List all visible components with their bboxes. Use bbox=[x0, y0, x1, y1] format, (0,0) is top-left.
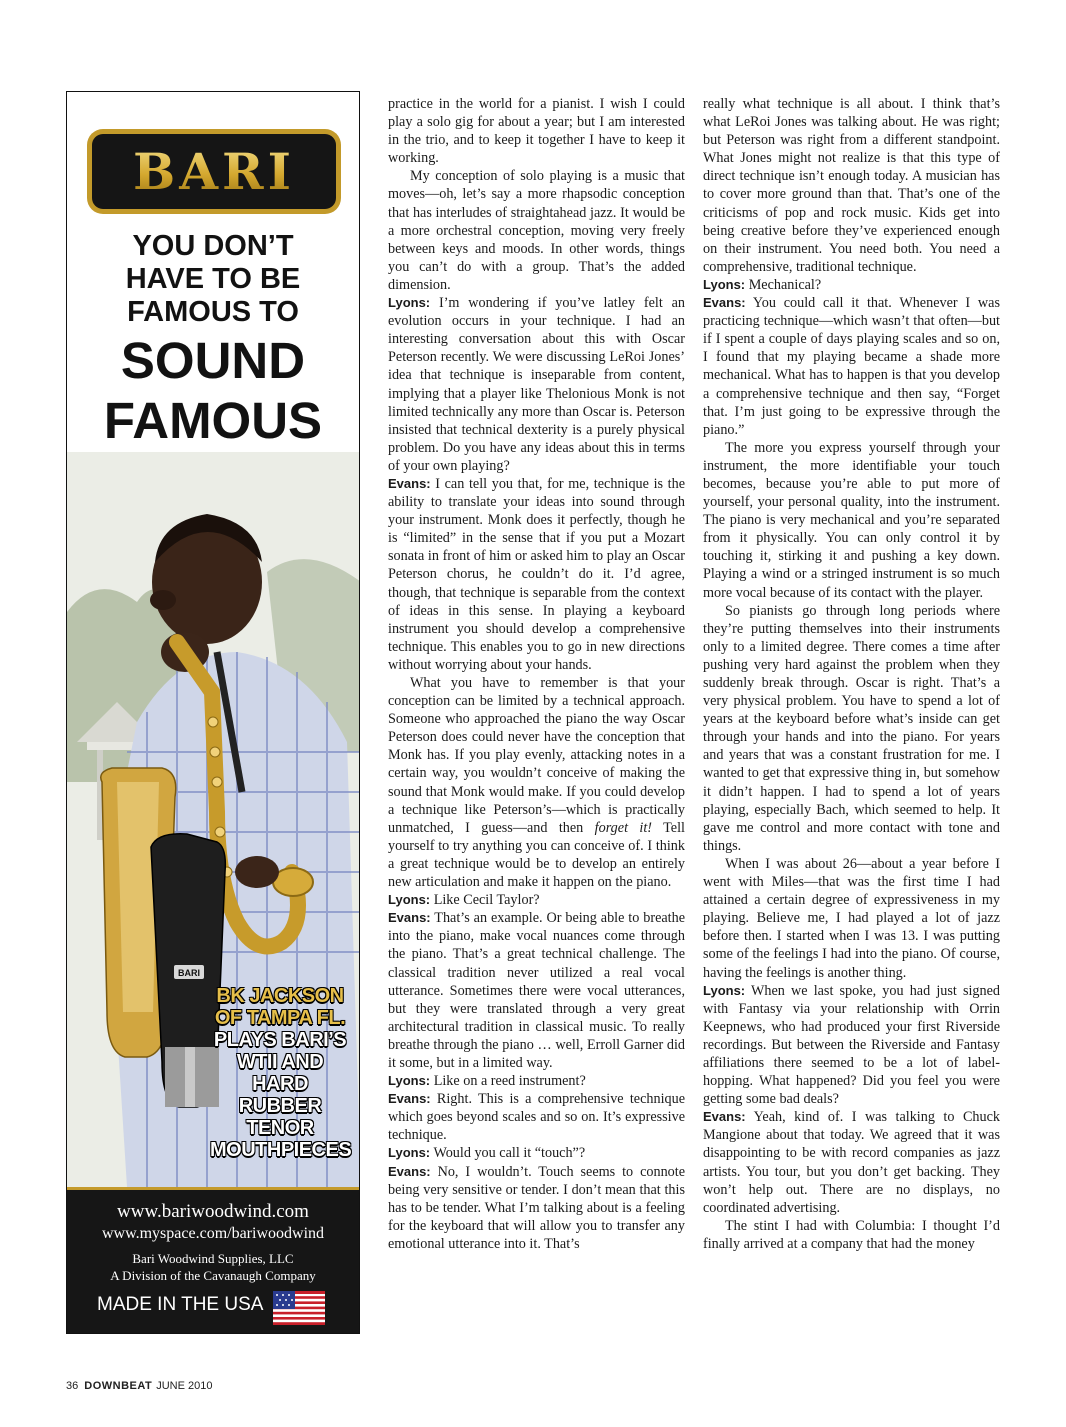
speaker-label: Evans: bbox=[703, 295, 746, 311]
magazine-name: DOWNBEAT bbox=[84, 1380, 153, 1392]
paragraph-text: When I was about 26—about a year before I went with Miles—that was the first time I had attained a certain degree of expressiveness in my playing. Believe me, I had played a lot of jazz before then. I started when I was 13. I was putting some of the feelings I had into the piano. Of course, having the feelings is another thing. bbox=[703, 855, 1000, 981]
speaker-label: Lyons: bbox=[388, 295, 431, 311]
paragraph-text: I can tell you that, for me, technique is the ability to translate your ideas into sound through your instrument. Monk does it perfectly, though he is “limited” in the sense that if you put a Mozart sonata in front of him or asked him to play an Oscar Peterson chorus, he couldn’t do it. I’d agree, though, that technique is separable from the context of ideas in this sense. In playing a keyboard instrument you should develop a comprehensive technique. This enables you to go in new directions without worrying about your hands. bbox=[388, 475, 685, 673]
paragraph-text: No, I wouldn’t. Touch seems to connote being very sensitive or tender. I don’t mean that this has to be tender. What I’m talking about is a feeling for the keyboard that will allow you to transfer any emotional utterance into it. That’s bbox=[388, 1163, 686, 1252]
paragraph-text: So pianists go through long periods where they’re putting themselves into their instruments only to a limited degree. There comes a time after pushing very hard against the problem when they suddenly break through. Oscar is right. That’s a very physical problem. You have to spend a lot of years at the keyboard before what’s inside can get through your hands and into the piano. For years and years that was a constant frustration for me. I wanted to get that expressive thing in, but somehow it didn’t happen. I had to spend a lot of years playing, especially Bach, which seemed to help. It gave me control and more contact with tone and things. bbox=[703, 602, 1000, 854]
endorsement-line: HARD RUBBER bbox=[238, 1073, 322, 1117]
article-paragraph bbox=[703, 982, 1000, 1109]
speaker-label: Evans: bbox=[388, 910, 431, 926]
bari-logo-text: BARI bbox=[133, 142, 295, 201]
speaker-label: Lyons: bbox=[388, 1073, 431, 1089]
emphasis-text: forget it! bbox=[594, 819, 653, 836]
speaker-label: Lyons: bbox=[703, 982, 746, 998]
us-flag-icon bbox=[273, 1291, 325, 1325]
page-number: 36 bbox=[66, 1380, 79, 1392]
headline-line: HAVE TO BE bbox=[125, 263, 301, 295]
article-paragraph bbox=[703, 95, 1000, 276]
article-column-1 bbox=[388, 95, 685, 1253]
speaker-label: Lyons: bbox=[388, 1145, 431, 1161]
article-paragraph bbox=[703, 276, 1000, 294]
headline-line: YOU DON’T bbox=[132, 230, 294, 262]
article-paragraph bbox=[388, 1072, 685, 1090]
endorsement-line: WTII AND bbox=[236, 1051, 324, 1073]
speaker-label: Evans: bbox=[388, 475, 431, 491]
article-paragraph bbox=[703, 294, 1000, 439]
article-paragraph bbox=[388, 909, 685, 1072]
endorsement-line: PLAYS BARI’S bbox=[213, 1029, 347, 1051]
article-paragraph bbox=[388, 1144, 685, 1162]
paragraph-text: Like on a reed instrument? bbox=[433, 1073, 586, 1090]
endorsement-line: OF TAMPA FL. bbox=[214, 1007, 346, 1029]
speaker-label: Evans: bbox=[388, 1091, 431, 1107]
article-paragraph bbox=[388, 891, 685, 909]
article-paragraph bbox=[703, 1108, 1000, 1217]
article-column-2 bbox=[703, 95, 1000, 1253]
ad-headline-big bbox=[67, 331, 359, 451]
paragraph-text: really what technique is all about. I think that’s what LeRoi Jones was talking about. He was right; but Peterson was right from a different standpoint. What Jones might not realize is that this type of direct technique isn’t enough today. A musician has to cover more ground than that. That’s one of the criticisms of pop and rock music. Kids get into being creative before they’ve experienced enough on their instrument. You need both. You need a comprehensive, traditional technique. bbox=[703, 96, 1000, 275]
article-paragraph bbox=[388, 1090, 685, 1144]
endorsement-line: MOUTHPIECES bbox=[210, 1139, 352, 1161]
company-name: Bari Woodwind Supplies, LLC bbox=[132, 1251, 294, 1266]
company-division: A Division of the Cavanaugh Company bbox=[110, 1268, 316, 1283]
paragraph-text: Would you call it “touch”? bbox=[433, 1145, 586, 1162]
website-link[interactable]: www.bariwoodwind.com bbox=[117, 1201, 309, 1222]
paragraph-text: Yeah, kind of. I was talking to Chuck Mangione about that today. We agreed that it was disappointing to be with record companies as jazz artists. You tour, but you don’t get backing. They won’t help out. There are no displays, no coordinated advertising. bbox=[703, 1109, 1000, 1216]
paragraph-text: My conception of solo playing is a music that moves—oh, let’s say a more rhapsodic conception that has interludes of straightahead jazz. It would be a more orchestral conception, moving very freely between keys and moods. In other words, things you can’t do with a group. That’s the added dimension. bbox=[388, 168, 685, 293]
speaker-label: Lyons: bbox=[703, 276, 746, 292]
paragraph-text: The more you express yourself through your instrument, the more identifiable your touch becomes, because you’re able to put more of yourself, your personal quality, into the instrument. The piano is very mechanical and you’re separated from it physically. You can only control it by touching it, stirking it and pushing a key down. Playing a wind or a stringed instrument is so much more vocal because of its contact with the player. bbox=[703, 439, 1000, 601]
endorsement-line: BK JACKSON bbox=[216, 985, 344, 1007]
endorsement-text bbox=[210, 985, 350, 1161]
ad-footer-panel bbox=[67, 1187, 359, 1334]
article-paragraph bbox=[703, 1217, 1000, 1253]
speaker-label: Evans: bbox=[703, 1109, 746, 1125]
headline-line: FAMOUS bbox=[103, 392, 323, 449]
article-paragraph bbox=[388, 1163, 685, 1253]
myspace-link[interactable]: www.myspace.com/bariwoodwind bbox=[101, 1225, 325, 1242]
paragraph-text: practice in the world for a pianist. I wish I could play a solo gig for about a year; but I am interested in the trio, and to keep it together I have to keep it working. bbox=[388, 96, 685, 167]
paragraph-text: The stint I had with Columbia: I thought I’d finally arrived at a company that had the money bbox=[703, 1217, 1000, 1252]
article-paragraph bbox=[703, 855, 1000, 982]
paragraph-text: I’m wondering if you’ve latley felt an evolution occurs in your technique. I had an interesting conversation about this with Oscar Peterson recently. We were discussing LeRoi Jones’ idea that technique is inseparable from content, implying that a player like Thelonious Monk is not limited technically any more than Oscar is. Peterson insisted that technical dexterity is a purely physical problem. Do you have any ideas about this in terms of your own playing? bbox=[388, 295, 686, 474]
article-paragraph bbox=[388, 475, 685, 674]
bari-logo bbox=[87, 129, 341, 214]
paragraph-text: When we last spoke, you had just signed with Fantasy via your relationship with Orrin Keepnews, who had produced your first Riverside recordings. But between the Riverside and Fantasy affiliations there seemed to be a lot of label-hopping. What happened? Did you feel you were getting some bad deals? bbox=[703, 982, 1000, 1108]
paragraph-text: Like Cecil Taylor? bbox=[433, 892, 540, 909]
gold-stripe bbox=[67, 1187, 359, 1190]
page-footer bbox=[66, 1380, 212, 1392]
speaker-label: Lyons: bbox=[388, 892, 431, 908]
paragraph-text: Tell yourself to try anything you can conceive of. I think a great technique would be to develop an entirely new articulation and make it happen on the piano. bbox=[388, 819, 685, 891]
paragraph-text: Mechanical? bbox=[748, 276, 822, 293]
article-paragraph bbox=[388, 95, 685, 167]
paragraph-text: Right. This is a comprehensive technique which goes beyond scales and so on. It’s expressive technique. bbox=[388, 1091, 686, 1144]
article-paragraph bbox=[388, 294, 685, 475]
ad-headline-small bbox=[67, 230, 359, 329]
issue-date: JUNE 2010 bbox=[156, 1380, 213, 1392]
paragraph-text: That’s an example. Or being able to breathe into the piano, make vocal nuances come through the piano. That’s a great technical challenge. The classical tradition never utilized a real vocal utterance. Sometimes there were vocal utterances, but they were translated through a very great architectural tradition in classical music. To really breathe through the piano … well, Erroll Garner did it some, but in a limited way. bbox=[388, 910, 685, 1071]
endorsement-line: TENOR bbox=[246, 1117, 314, 1139]
headline-line: SOUND bbox=[120, 332, 306, 389]
speaker-label: Evans: bbox=[388, 1163, 431, 1179]
made-in-usa: MADE IN THE USA bbox=[97, 1294, 264, 1315]
article-paragraph bbox=[388, 167, 685, 294]
article-paragraph bbox=[703, 602, 1000, 855]
paragraph-text: What you have to remember is that your conception can be limited by a technical approach. Someone who approached the piano the way Oscar Peterson does could never have the conception that Monk has. If you play evenly, attacking notes in a certain way, you wouldn’t conceive of making the sound that Monk would make. If you could develop a technique like Peterson’s—which is practically unmatched, I guess—and then bbox=[388, 675, 685, 836]
bari-advertisement bbox=[66, 91, 360, 1334]
article-paragraph bbox=[388, 674, 685, 891]
paragraph-text: You could call it that. Whenever I was practicing technique—which wasn’t that often—but if I spent a couple of days playing scales and so on, I found that my playing became a shade more mechanical. What has to happen is that you develop a comprehensive technique and then say, “Forget that. I’m just going to be expressive through the piano.” bbox=[703, 295, 1000, 438]
mouthpiece-label: BARI bbox=[178, 968, 200, 978]
headline-line: FAMOUS TO bbox=[127, 296, 299, 328]
article-paragraph bbox=[703, 439, 1000, 602]
